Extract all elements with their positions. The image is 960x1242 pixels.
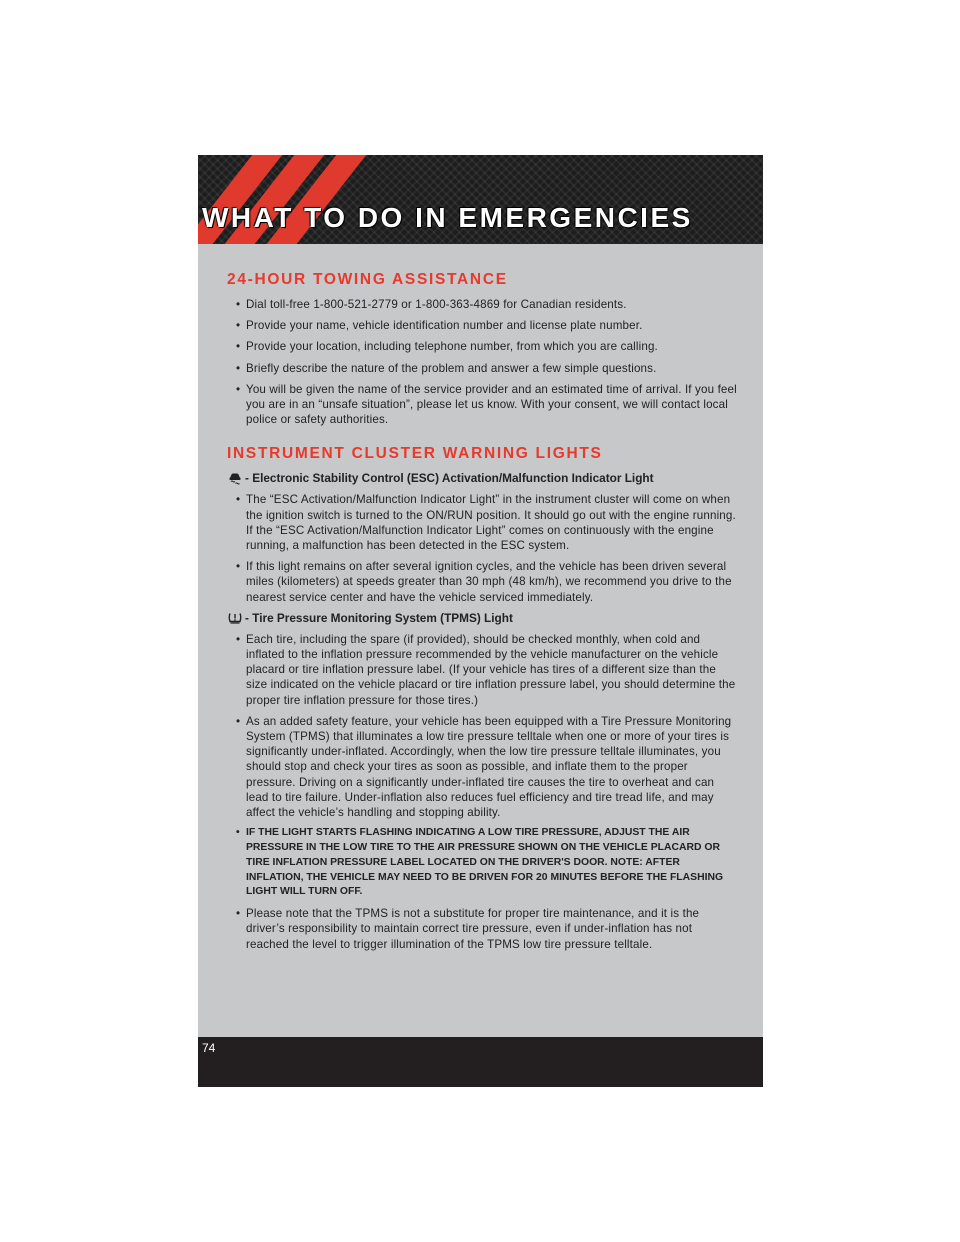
esc-title: - Electronic Stability Control (ESC) Activation/Malfunction Indicator Light: [245, 471, 654, 486]
list-item: • The “ESC Activation/Malfunction Indicator Light” in the instrument cluster will come on when the ignition switch is turned to the ON/RUN position. It should go out with the engine running. If the “ESC Activation/Malfunction Indicator Light” comes on continuously with the engine running, a malfunction has been detected in the ESC system.: [236, 492, 737, 553]
manual-page: [198, 155, 763, 1087]
tire-pressure-icon: [227, 611, 243, 625]
list-item: • As an added safety feature, your vehicle has been equipped with a Tire Pressure Monitoring System (TPMS) that illuminates a low tire pressure telltale when one or more of your tires is significantly under-inflated. Accordingly, when the low tire pressure telltale illuminates, you should stop and check your tires as soon as possible, and inflate them to the proper pressure. Driving on a significantly under-inflated tire causes the tire to overheat and can lead to tire failure. Under-inflation also reduces fuel efficiency and tire tread life, and may affect the vehicle’s handling and stopping ability.: [236, 714, 737, 820]
tpms-list: [227, 632, 737, 952]
list-item-warning: • IF THE LIGHT STARTS FLASHING INDICATING A LOW TIRE PRESSURE, ADJUST THE AIR PRESSURE IN THE LOW TIRE TO THE AIR PRESSURE SHOWN ON THE VEHICLE PLACARD OR TIRE INFLATION PRESSURE LABEL LOCATED ON THE DRIVER'S DOOR. NOTE: AFTER INFLATION, THE VEHICLE MAY NEED TO BE DRIVEN FOR 20 MINUTES BEFORE THE FLASHING LIGHT WILL TURN OFF.: [236, 826, 737, 900]
towing-list: [227, 297, 737, 427]
list-item: • Briefly describe the nature of the problem and answer a few simple questions.: [236, 361, 737, 376]
list-item: • Provide your name, vehicle identification number and license plate number.: [236, 318, 737, 333]
tpms-subheading: [227, 611, 737, 625]
list-item: • Please note that the TPMS is not a substitute for proper tire maintenance, and it is the driver’s responsibility to maintain correct tire pressure, even if under-inflation has not reached the level to trigger illumination of the TPMS low tire pressure telltale.: [236, 906, 737, 952]
section-header-banner: [198, 155, 763, 244]
esc-subheading: [227, 471, 737, 485]
page-content: [227, 271, 737, 958]
list-item: • Dial toll-free 1-800-521-2779 or 1-800-363-4869 for Canadian residents.: [236, 297, 737, 312]
tpms-title: - Tire Pressure Monitoring System (TPMS) Light: [245, 610, 513, 625]
warning-lights-heading: INSTRUMENT CLUSTER WARNING LIGHTS: [227, 445, 603, 463]
list-item: • You will be given the name of the service provider and an estimated time of arrival. If you feel you are in an “unsafe situation”, please let us know. With your consent, we will contact local police or safety authorities.: [236, 382, 737, 428]
list-item: • If this light remains on after several ignition cycles, and the vehicle has been driven several miles (kilometers) at speeds greater than 30 mph (48 km/h), we recommend you drive to the nearest service center and have the vehicle serviced immediately.: [236, 559, 737, 605]
list-item: • Each tire, including the spare (if provided), should be checked monthly, when cold and inflated to the inflation pressure recommended by the vehicle manufacturer on the vehicle placard or tire inflation pressure label. (If your vehicle has tires of a different size than the size indicated on the vehicle placard or tire inflation pressure label, you should determine the proper tire inflation pressure for those tires.): [236, 632, 737, 708]
towing-heading: 24-HOUR TOWING ASSISTANCE: [227, 271, 508, 288]
page-footer: [198, 1037, 763, 1087]
esc-list: [227, 492, 737, 604]
esc-skid-car-icon: [227, 471, 243, 485]
section-title: WHAT TO DO IN EMERGENCIES: [202, 202, 693, 233]
list-item: • Provide your location, including telephone number, from which you are calling.: [236, 339, 737, 354]
page-number: 74: [202, 1041, 216, 1055]
